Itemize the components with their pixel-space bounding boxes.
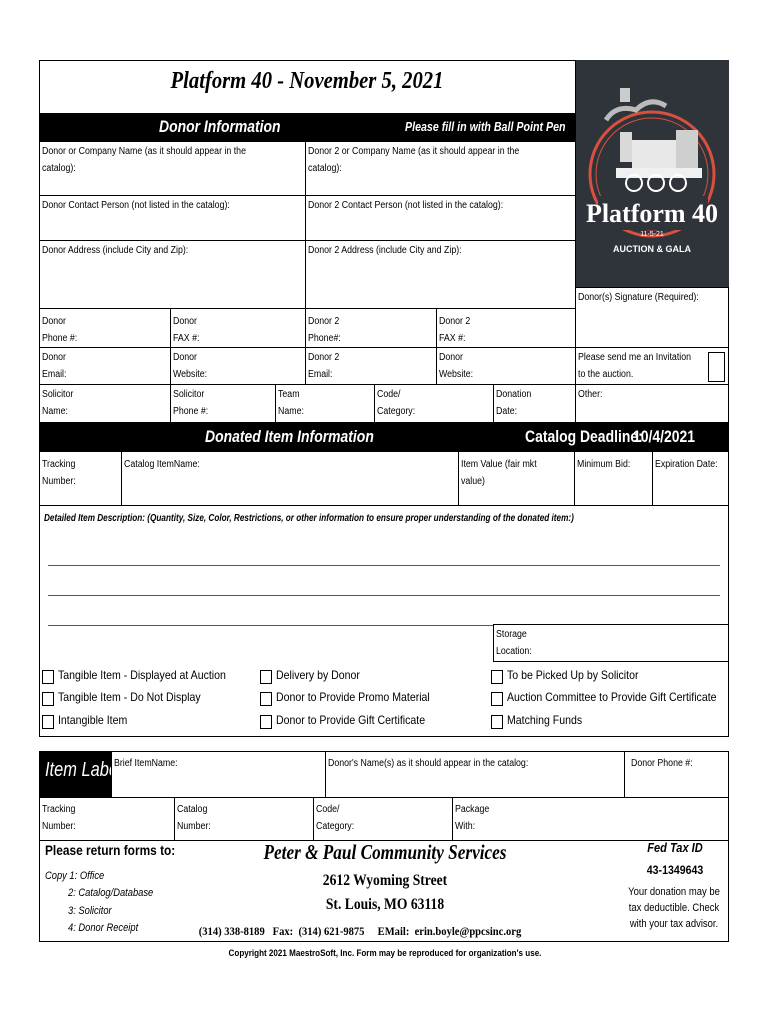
invitation-checkbox[interactable] <box>708 352 725 382</box>
platform40-logo <box>576 60 729 288</box>
item-label-title: Item Label <box>45 759 122 781</box>
donor-gift-cert-label: Donor to Provide Gift Certificate <box>276 713 426 727</box>
fed-tax-value: 43-1349643 <box>646 863 704 877</box>
minimum-bid-label: Minimum Bid: <box>577 459 631 470</box>
phone-label: Donor Phone #: <box>42 316 78 344</box>
email-label: Donor Email: <box>42 352 67 380</box>
copy-3: 3: Solicitor <box>68 905 112 917</box>
code-category-label: Code/ Category: <box>377 389 416 417</box>
fax-field[interactable] <box>170 308 306 348</box>
catalog-deadline-value: 10/4/2021 <box>633 427 696 446</box>
fed-tax-label: Fed Tax ID <box>647 840 703 855</box>
catalog-item-name-field[interactable] <box>121 451 459 506</box>
org-name: Peter & Paul Community Services <box>263 840 507 864</box>
checkbox-delivery-by-donor[interactable] <box>260 670 272 684</box>
checkbox-promo-material[interactable] <box>260 692 272 706</box>
donation-date-label: Donation Date: <box>496 389 532 417</box>
catalog-deadline-label: Catalog Deadline: <box>525 427 643 446</box>
checkbox-committee-gift-cert[interactable] <box>491 692 503 706</box>
checkbox-intangible[interactable] <box>42 715 54 729</box>
website-label: Donor Website: <box>173 352 208 380</box>
donor-info-label: Donor Information <box>159 117 281 136</box>
return-label: Please return forms to: <box>45 842 176 858</box>
donor-phone-field[interactable] <box>624 751 729 798</box>
brief-item-name-field[interactable] <box>111 751 326 798</box>
label-package-field[interactable] <box>452 797 729 841</box>
label-code-label: Code/ Category: <box>316 804 355 832</box>
solicitor-name-field[interactable] <box>39 384 171 423</box>
fax-label: Donor FAX #: <box>173 316 200 344</box>
promo-material-label: Donor to Provide Promo Material <box>276 690 430 704</box>
solicitor-phone-field[interactable] <box>170 384 276 423</box>
checkbox-matching-funds[interactable] <box>491 715 503 729</box>
label-catalog-field[interactable] <box>174 797 314 841</box>
fax2-label: Donor 2 FAX #: <box>439 316 471 344</box>
org-street: 2612 Wyoming Street <box>322 872 448 889</box>
logo-tagline: AUCTION & GALA <box>613 244 691 254</box>
donor-phone-label: Donor Phone #: <box>631 758 693 769</box>
donated-item-bar <box>39 423 729 451</box>
storage-location-field[interactable] <box>493 624 729 662</box>
solicitor-name-label: Solicitor Name: <box>42 389 74 417</box>
catalog-item-name-label: Catalog ItemName: <box>124 459 200 470</box>
description-line-3[interactable] <box>48 625 494 626</box>
code-category-field[interactable] <box>374 384 494 423</box>
copy-1: Copy 1: Office <box>45 870 105 882</box>
checkbox-tangible-not-displayed[interactable] <box>42 692 54 706</box>
phone2-label: Donor 2 Phone#: <box>308 316 341 344</box>
tangible-not-displayed-label: Tangible Item - Do Not Display <box>58 690 201 704</box>
checkbox-tangible-displayed[interactable] <box>42 670 54 684</box>
donor-name-field[interactable] <box>39 141 306 196</box>
logo-name: Platform 40 <box>585 199 719 228</box>
tangible-displayed-label: Tangible Item - Displayed at Auction <box>58 668 226 682</box>
expiration-date-label: Expiration Date: <box>655 459 718 470</box>
address2-field[interactable] <box>305 240 576 309</box>
copy-2: 2: Catalog/Database <box>68 887 154 899</box>
label-catalog-label: Catalog Number: <box>177 804 211 832</box>
other-field[interactable] <box>575 384 729 423</box>
org-city: St. Louis, MO 63118 <box>325 896 445 913</box>
expiration-date-field[interactable] <box>652 451 729 506</box>
label-tracking-field[interactable] <box>39 797 175 841</box>
donor2-name-label: Donor 2 or Company Name (as it should appear in the catalog): <box>308 146 520 174</box>
train-logo-icon <box>576 60 729 288</box>
fax2-field[interactable] <box>436 308 576 348</box>
item-value-label: Item Value (fair mkt value) <box>461 459 537 487</box>
website-field[interactable] <box>170 347 306 385</box>
tracking-number-field[interactable] <box>39 451 122 506</box>
page-title: Platform 40 - November 5, 2021 <box>170 68 444 94</box>
contact2-label: Donor 2 Contact Person (not listed in the catalog): <box>308 200 504 211</box>
donation-date-field[interactable] <box>493 384 576 423</box>
signature-label: Donor(s) Signature (Required): <box>578 292 699 303</box>
team-name-label: Team Name: <box>278 389 304 417</box>
logo-date: 11-5-21 <box>640 231 664 238</box>
item-value-field[interactable] <box>458 451 575 506</box>
intangible-label: Intangible Item <box>58 713 128 727</box>
donor-name-label: Donor or Company Name (as it should appear in the catalog): <box>42 146 246 174</box>
org-contact-line: (314) 338-8189 Fax: (314) 621-9875 EMail: erin.boyle@ppcsinc.org <box>198 924 522 938</box>
checkbox-picked-up[interactable] <box>491 670 503 684</box>
contact2-field[interactable] <box>305 195 576 241</box>
donor-names-field[interactable] <box>325 751 625 798</box>
website2-field[interactable] <box>436 347 576 385</box>
donor2-name-field[interactable] <box>305 141 576 196</box>
description-line-2[interactable] <box>48 595 720 596</box>
label-tracking-label: Tracking Number: <box>42 804 76 832</box>
checkbox-donor-gift-cert[interactable] <box>260 715 272 729</box>
item-label-badge <box>39 751 122 797</box>
phone-field[interactable] <box>39 308 171 348</box>
brief-item-name-label: Brief ItemName: <box>114 758 178 769</box>
picked-up-label: To be Picked Up by Solicitor <box>507 668 639 682</box>
donated-item-label: Donated Item Information <box>205 427 374 446</box>
website2-label: Donor Website: <box>439 352 474 380</box>
ballpoint-note: Please fill in with Ball Point Pen <box>405 119 566 134</box>
phone2-field[interactable] <box>305 308 437 348</box>
page-title-box <box>39 60 576 113</box>
copyright: Copyright 2021 MaestroSoft, Inc. Form may be reproduced for organization's use. <box>228 948 542 959</box>
tracking-number-label: Tracking Number: <box>42 459 76 487</box>
invitation-field <box>575 347 729 385</box>
donor-info-bar <box>39 113 576 141</box>
matching-funds-label: Matching Funds <box>507 713 583 727</box>
address-label: Donor Address (include City and Zip): <box>42 245 189 256</box>
other-label: Other: <box>578 389 603 400</box>
address2-label: Donor 2 Address (include City and Zip): <box>308 245 462 256</box>
contact-field[interactable] <box>39 195 306 241</box>
invitation-label: Please send me an Invitation to the auction. <box>578 352 692 380</box>
contact-label: Donor Contact Person (not listed in the catalog): <box>42 200 230 211</box>
description-label: Detailed Item Description: (Quantity, Size, Color, Restrictions, or other information to ensure proper understanding of the donated item:) <box>44 512 574 524</box>
label-code-field[interactable] <box>313 797 453 841</box>
description-line-1[interactable] <box>48 565 720 566</box>
signature-field[interactable] <box>575 287 729 348</box>
copy-4: 4: Donor Receipt <box>68 922 139 934</box>
delivery-by-donor-label: Delivery by Donor <box>276 668 360 682</box>
email2-field[interactable] <box>305 347 437 385</box>
label-package-label: Package With: <box>455 804 490 832</box>
email2-label: Donor 2 Email: <box>308 352 340 380</box>
storage-location-label: Storage Location: <box>496 629 532 657</box>
tax-note: Your donation may be tax deductible. Check with your tax advisor. <box>628 886 720 930</box>
address-field[interactable] <box>39 240 306 309</box>
email-field[interactable] <box>39 347 171 385</box>
team-name-field[interactable] <box>275 384 375 423</box>
solicitor-phone-label: Solicitor Phone #: <box>173 389 209 417</box>
committee-gift-cert-label: Auction Committee to Provide Gift Certificate <box>507 690 717 704</box>
donor-names-label: Donor's Name(s) as it should appear in the catalog: <box>328 758 529 769</box>
minimum-bid-field[interactable] <box>574 451 653 506</box>
